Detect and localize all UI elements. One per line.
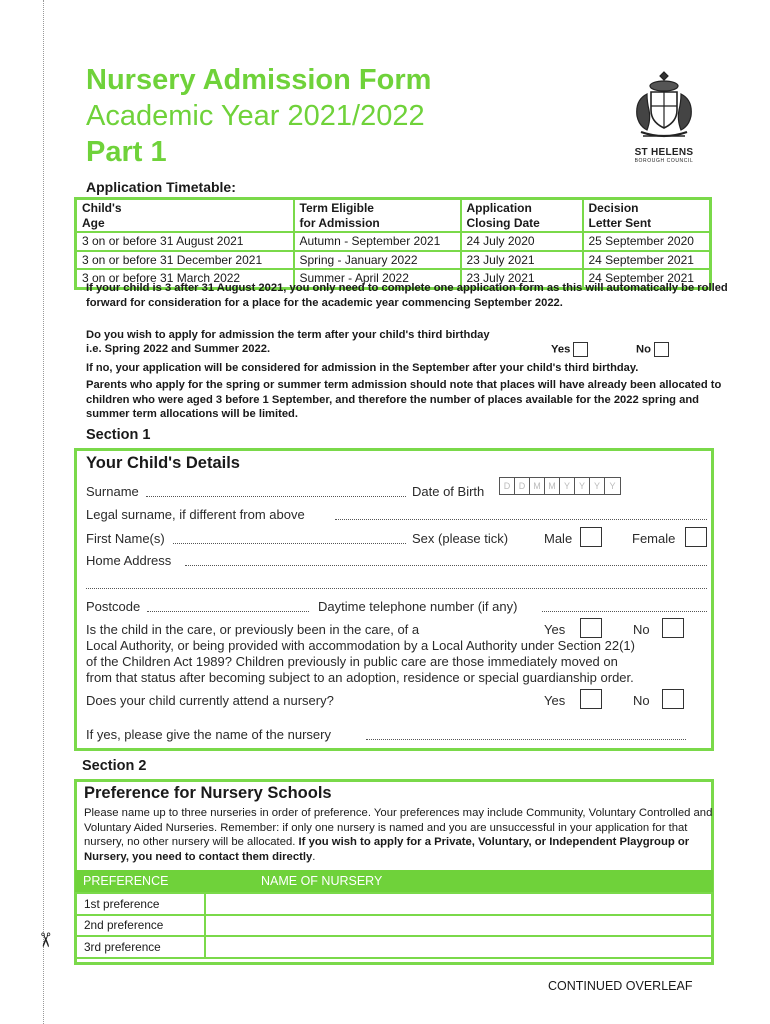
preference-intro-text: Please name up to three nurseries in order of preference. Your preferences may include Community, Voluntary Controlled and Voluntary Aided Nurseries. Remember: if only one nursery is named and you are unsuccessful in your application for that nursery, no other nursery will be allocated. [84,807,713,849]
table-cell: Autumn - September 2021 [294,232,461,251]
apply-question-line1: Do you wish to apply for admission the term after your child's third birthday [86,329,490,341]
care-no-label: No [633,622,650,637]
preference-rank: 2nd preference [75,915,205,937]
home-address-field-line2[interactable] [86,588,707,589]
preference-intro-bold: If you wish to apply for a Private, Voluntary, or Independent Playgroup or Nursery, you need to contact them directly [84,836,690,863]
child-details-title: Your Child's Details [86,454,240,472]
daytime-phone-label: Daytime telephone number (if any) [318,599,518,614]
male-label: Male [544,531,573,546]
col-header-age-2: Age [82,215,105,230]
col-header-age-1: Child's [82,201,122,215]
attend-no-checkbox[interactable] [662,689,684,709]
nursery-name-input[interactable] [205,893,713,915]
preference-rank: 3rd preference [75,936,205,958]
attend-nursery-question: Does your child currently attend a nursery? [86,693,334,708]
surname-label: Surname [86,484,139,499]
dob-box[interactable]: M [545,478,560,494]
dob-field[interactable] [499,477,621,495]
preference-rank: 1st preference [75,893,205,915]
surname-field[interactable] [146,496,406,497]
timetable-table [74,197,712,290]
table-cell: 25 September 2020 [583,232,711,251]
table-cell: 23 July 2021 [461,251,583,270]
home-address-field-line1[interactable] [185,565,707,566]
timetable-header-row [76,199,711,233]
preference-intro [84,806,714,864]
sex-label: Sex (please tick) [412,531,509,546]
continued-overleaf: CONTINUED OVERLEAF [548,979,693,993]
table-row [75,893,713,915]
apply-yes-label [551,342,588,357]
council-subtitle: BOROUGH COUNCIL [634,158,694,164]
rollover-note: If your child is 3 after 31 August 2021, you only need to complete one application form as this will automatically be rolled forward for consideration for a place for the academic year commencing September 2022. [86,282,728,309]
care-yes-checkbox[interactable] [580,618,602,638]
col-header-nursery-name: NAME OF NURSERY [205,870,713,893]
legal-surname-label: Legal surname, if different from above [86,507,305,522]
section1-label: Section 1 [86,427,151,443]
attend-yes-checkbox[interactable] [580,689,602,709]
table-cell: 23 July 2021 [461,269,583,288]
attend-no-label: No [633,693,650,708]
table-cell: 24 July 2020 [461,232,583,251]
female-checkbox[interactable] [685,527,707,547]
council-logo [628,66,700,162]
table-row [76,251,711,270]
table-row [75,915,713,937]
dob-label: Date of Birth [412,484,485,499]
scissors-icon: ✂ [33,931,56,949]
academic-year: Academic Year 2021/2022 [86,100,425,132]
first-names-field[interactable] [173,543,406,544]
nursery-name-input[interactable] [205,915,713,937]
apply-no-label [636,342,669,357]
col-header-closing-2: Closing Date [466,215,540,230]
home-address-label: Home Address [86,553,172,568]
nursery-name-input[interactable] [205,936,713,958]
if-no-note: If no, your application will be considered for admission in the September after your child's third birthday. [86,362,639,374]
yes-label: Yes [551,343,571,356]
table-cell: Summer - April 2022 [294,269,461,288]
dob-box[interactable]: D [515,478,530,494]
col-header-decision-1: Decision [588,201,639,215]
table-row [75,936,713,958]
col-header-decision-2: Letter Sent [588,215,652,230]
dob-box[interactable]: Y [590,478,605,494]
preference-title: Preference for Nursery Schools [84,784,332,802]
female-label: Female [632,531,676,546]
col-header-term-1: Term Eligible [299,201,374,215]
preference-table [74,870,714,959]
care-yes-label: Yes [544,622,566,637]
table-cell: 3 on or before 31 March 2022 [76,269,294,288]
dob-box[interactable]: Y [560,478,575,494]
spring-summer-note: Parents who apply for the spring or summer term admission should note that places will have already been allocated to children who were aged 3 before 1 September, and therefore the number of places available for the 2022 spring and summer term allocations will be limited. [86,379,722,421]
apply-yes-checkbox[interactable] [573,342,588,357]
preference-header-row [75,870,713,893]
col-header-preference: PREFERENCE [75,870,205,893]
coat-of-arms-icon [629,66,699,140]
legal-surname-field[interactable] [335,519,707,520]
care-question-line1: Is the child in the care, or previously been in the care, of a [86,622,420,637]
council-name: ST HELENS [634,147,694,158]
attend-yes-label: Yes [544,693,566,708]
apply-question-line2: i.e. Spring 2022 and Summer 2022. [86,343,271,355]
part-label: Part 1 [86,136,167,168]
table-row [76,232,711,251]
cut-line [43,0,44,1024]
table-cell: Spring - January 2022 [294,251,461,270]
table-cell: 3 on or before 31 December 2021 [76,251,294,270]
postcode-field[interactable] [147,611,309,612]
table-cell: 24 September 2021 [583,251,711,270]
table-cell: 24 September 2021 [583,269,711,288]
care-no-checkbox[interactable] [662,618,684,638]
timetable-heading: Application Timetable: [86,179,236,195]
apply-no-checkbox[interactable] [654,342,669,357]
col-header-term-2: for Admission [299,215,380,230]
daytime-phone-field[interactable] [542,611,707,612]
dob-box[interactable]: M [530,478,545,494]
postcode-label: Postcode [86,599,141,614]
preference-intro-end: . [312,850,316,863]
dob-box[interactable]: D [500,478,515,494]
section2-label: Section 2 [82,758,147,774]
care-question-line3: of the Children Act 1989? Children previously in public care are those immediately moved on [86,654,618,669]
table-cell: 3 on or before 31 August 2021 [76,232,294,251]
male-checkbox[interactable] [580,527,602,547]
nursery-name-field[interactable] [366,739,686,740]
no-label: No [636,343,651,356]
form-title: Nursery Admission Form [86,64,432,96]
care-question-line4: from that status after becoming subject to an adoption, residence or special guardianship order. [86,670,634,685]
col-header-closing-1: Application [466,201,532,215]
nursery-name-label: If yes, please give the name of the nursery [86,727,331,742]
care-question-line2: Local Authority, or being provided with accommodation by a Local Authority under Section 22(1) [86,638,635,653]
dob-box[interactable]: Y [609,481,616,491]
first-names-label: First Name(s) [86,531,165,546]
dob-box[interactable]: Y [575,478,590,494]
